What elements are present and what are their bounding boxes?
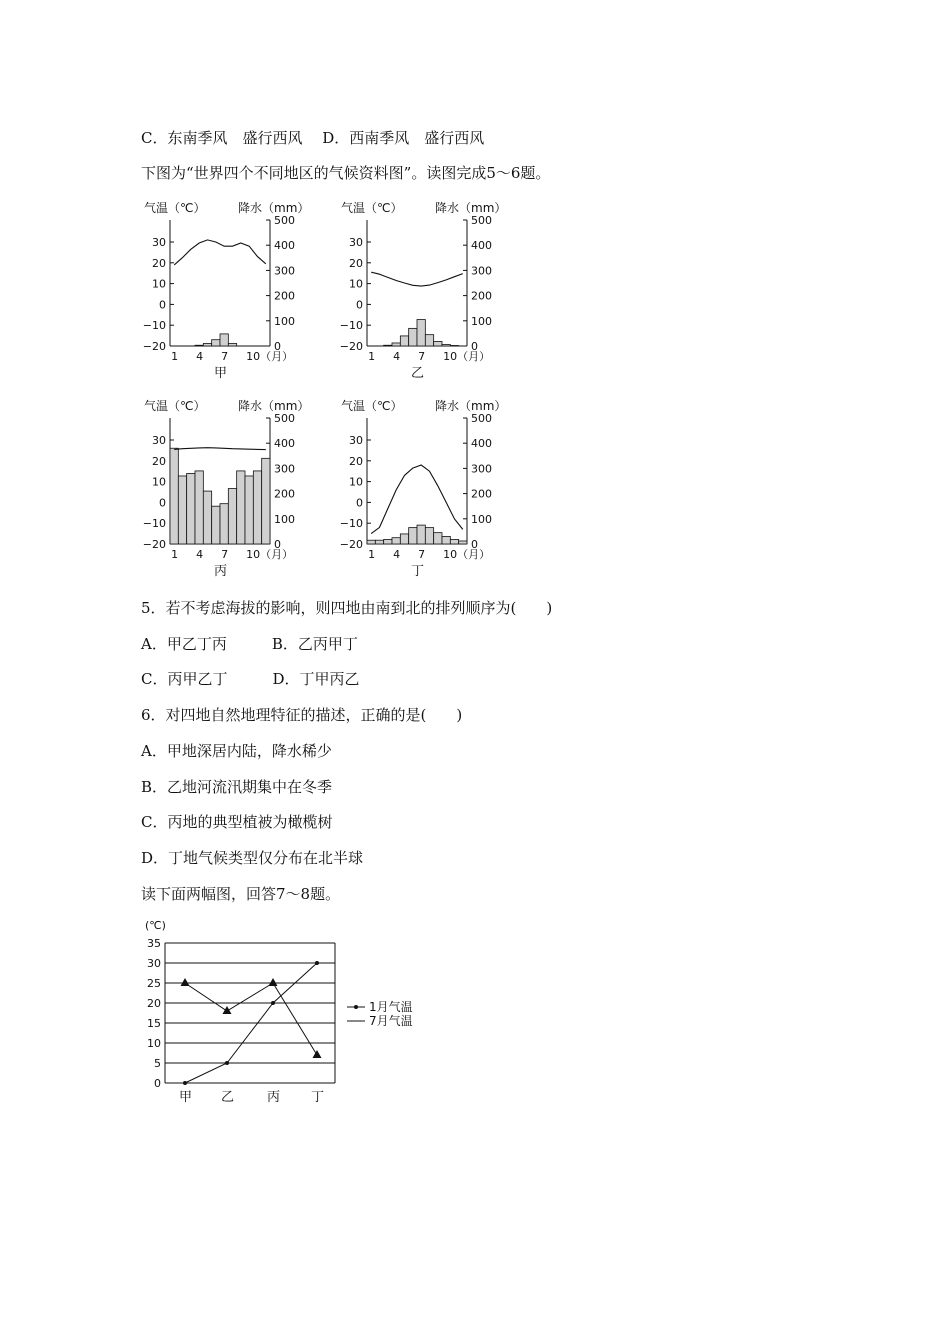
temp-axis-label: 气温（℃）	[341, 399, 403, 413]
precip-bar	[434, 341, 442, 346]
y-unit-label: (℃)	[145, 919, 166, 932]
precip-bar	[220, 504, 228, 544]
month-tick-label: 7	[418, 350, 426, 363]
month-tick-label: 1	[171, 350, 179, 363]
category-label: 丁	[311, 1090, 325, 1105]
temperature-compare-chart	[135, 915, 455, 1105]
precip-bar	[178, 476, 186, 544]
precip-tick-label: 500	[274, 214, 295, 227]
month-tick-label: 4	[393, 548, 401, 561]
temp-tick-label: −20	[339, 340, 363, 353]
precip-tick-label: 300	[471, 264, 492, 278]
y-tick-label: 0	[154, 1077, 161, 1090]
precip-bar	[442, 536, 450, 544]
y-tick-label: 10	[147, 1037, 161, 1050]
jan-temp-point	[225, 1061, 229, 1065]
temp-tick-label: −10	[142, 517, 166, 531]
question-5: 5．若不考虑海拔的影响，则四地由南到北的排列顺序为( )	[141, 599, 553, 617]
precip-axis-label: 降水（mm）	[238, 201, 310, 215]
precip-tick-label: 400	[471, 437, 492, 451]
temp-tick-label: 20	[152, 454, 166, 468]
category-label: 甲	[179, 1090, 193, 1105]
month-tick-label: 7	[221, 350, 229, 363]
temp-tick-label: 30	[349, 434, 363, 447]
month-tick-label: 4	[196, 548, 204, 561]
precip-tick-label: 100	[471, 512, 492, 526]
precip-bar	[392, 343, 400, 346]
climate-intro: 下图为“世界四个不同地区的气候资料图”。读图完成5～6题。	[141, 164, 551, 182]
precip-bar	[170, 448, 178, 544]
precip-axis-label: 降水（mm）	[238, 399, 310, 413]
precip-tick-label: 500	[274, 412, 295, 425]
jan-temp-point	[271, 1001, 275, 1005]
month-tick-label: 1	[368, 548, 376, 561]
q6-option-c: C．丙地的典型植被为橄榄树	[141, 813, 333, 831]
temp-tick-label: −10	[142, 319, 166, 333]
precip-bar	[228, 343, 236, 346]
precip-tick-label: 200	[471, 487, 492, 501]
temp-tick-label: −20	[142, 538, 166, 551]
precip-bar	[212, 506, 220, 544]
precip-tick-label: 100	[471, 314, 492, 328]
precip-bar	[425, 335, 433, 346]
precip-tick-label: 100	[274, 314, 295, 328]
jul-temp-point	[313, 1050, 322, 1058]
y-tick-label: 5	[154, 1057, 161, 1070]
precip-tick-label: 300	[274, 264, 295, 278]
y-tick-label: 35	[147, 937, 161, 950]
q6-option-a: A．甲地深居内陆，降水稀少	[141, 742, 332, 760]
chart-name: 丙	[214, 564, 228, 579]
month-tick-label: 4	[196, 350, 204, 363]
jul-temp-point	[269, 978, 278, 986]
precip-tick-label: 300	[274, 462, 295, 476]
precip-bar	[425, 528, 433, 544]
y-tick-label: 20	[147, 997, 161, 1010]
precip-bar	[434, 533, 442, 544]
chart-name: 甲	[214, 366, 228, 381]
temp-tick-label: 30	[152, 236, 166, 249]
y-tick-label: 30	[147, 957, 161, 970]
precip-tick-label: 200	[274, 289, 295, 303]
precip-bar	[220, 334, 228, 346]
temp-tick-label: 30	[152, 434, 166, 447]
precip-bar	[203, 491, 211, 544]
precip-bar	[450, 345, 458, 346]
precip-bar	[384, 345, 392, 346]
precip-bar	[228, 489, 236, 544]
precip-axis-label: 降水（mm）	[435, 201, 507, 215]
temp-tick-label: −10	[339, 517, 363, 531]
month-tick-label: 10（月）	[246, 350, 294, 363]
jul-temp-point	[181, 978, 190, 986]
precip-tick-label: 500	[471, 412, 492, 425]
q6-option-b: B．乙地河流汛期集中在冬季	[141, 778, 333, 796]
precip-bar	[262, 458, 270, 544]
precip-bar	[375, 540, 383, 544]
precip-bar	[409, 528, 417, 544]
temp-tick-label: 10	[349, 475, 363, 489]
category-label: 乙	[221, 1090, 235, 1105]
precip-bar	[392, 538, 400, 544]
jan-temp-point	[315, 961, 319, 965]
temperature-line	[371, 465, 463, 534]
jul-temp-point	[223, 1006, 232, 1014]
precip-bar	[195, 345, 203, 346]
question-6: 6．对四地自然地理特征的描述，正确的是( )	[141, 706, 463, 724]
temperature-line	[371, 272, 463, 286]
temp-tick-label: 0	[356, 496, 363, 510]
precip-bar	[187, 473, 195, 544]
q5-options-ab: A．甲乙丁丙 B．乙丙甲丁	[141, 635, 358, 653]
precip-bar	[409, 328, 417, 346]
category-label: 丙	[267, 1090, 281, 1105]
precip-tick-label: 400	[274, 239, 295, 253]
precip-bar	[459, 541, 467, 544]
precip-axis-label: 降水（mm）	[435, 399, 507, 413]
climate-chart-丙	[143, 398, 310, 579]
temp-axis-label: 气温（℃）	[144, 399, 206, 413]
climate-chart-甲	[143, 200, 310, 381]
temp-tick-label: −20	[339, 538, 363, 551]
jul-temp-line	[185, 983, 317, 1055]
climate-chart-乙	[340, 200, 507, 381]
precip-tick-label: 500	[471, 214, 492, 227]
temp-tick-label: 0	[159, 298, 166, 312]
temp-tick-label: 20	[349, 256, 363, 270]
temp-tick-label: 10	[152, 475, 166, 489]
precip-bar	[400, 336, 408, 346]
month-tick-label: 10（月）	[246, 548, 294, 561]
month-tick-label: 10（月）	[443, 350, 491, 363]
precip-bar	[367, 540, 375, 544]
precip-bar	[417, 320, 425, 346]
precip-bar	[442, 344, 450, 346]
temp-tick-label: −10	[339, 319, 363, 333]
precip-tick-label: 0	[274, 340, 281, 353]
y-tick-label: 25	[147, 977, 161, 990]
legend-jan-label: 1月气温	[369, 1000, 413, 1014]
temp-axis-label: 气温（℃）	[144, 201, 206, 215]
precip-tick-label: 0	[471, 340, 478, 353]
precip-tick-label: 200	[471, 289, 492, 303]
precip-bar	[245, 476, 253, 544]
precip-bar	[450, 539, 458, 544]
precip-bar	[195, 471, 203, 544]
climate-chart-丁	[340, 398, 507, 579]
y-tick-label: 15	[147, 1017, 161, 1030]
precip-tick-label: 0	[471, 538, 478, 551]
month-tick-label: 4	[393, 350, 401, 363]
temp-tick-label: 20	[152, 256, 166, 270]
month-tick-label: 1	[171, 548, 179, 561]
temp-tick-label: 0	[159, 496, 166, 510]
temp-tick-label: 10	[349, 277, 363, 291]
precip-bar	[384, 539, 392, 544]
chart-name: 乙	[411, 366, 425, 381]
q5-options-cd: C．丙甲乙丁 D．丁甲丙乙	[141, 670, 360, 688]
precip-bar	[203, 343, 211, 346]
precip-bar	[212, 340, 220, 346]
temp-axis-label: 气温（℃）	[341, 201, 403, 215]
q6-option-d: D．丁地气候类型仅分布在北半球	[141, 849, 364, 867]
legend-jan-marker	[354, 1005, 358, 1009]
temperature-line	[174, 448, 266, 450]
temp-tick-label: 20	[349, 454, 363, 468]
precip-bar	[400, 534, 408, 544]
month-tick-label: 1	[368, 350, 376, 363]
temp-tick-label: −20	[142, 340, 166, 353]
precip-tick-label: 200	[274, 487, 295, 501]
precip-tick-label: 400	[274, 437, 295, 451]
legend-jul-label: 7月气温	[369, 1014, 413, 1028]
chart-name: 丁	[411, 564, 425, 579]
jan-temp-point	[183, 1081, 187, 1085]
precip-tick-label: 400	[471, 239, 492, 253]
precip-tick-label: 300	[471, 462, 492, 476]
temp-tick-label: 30	[349, 236, 363, 249]
month-tick-label: 10（月）	[443, 548, 491, 561]
precip-bar	[253, 471, 261, 544]
month-tick-label: 7	[418, 548, 426, 561]
q7-8-intro: 读下面两幅图，回答7～8题。	[141, 885, 341, 903]
option-line-3-4: C．东南季风 盛行西风 D．西南季风 盛行西风	[141, 129, 485, 147]
temperature-line	[174, 240, 266, 265]
precip-bar	[417, 525, 425, 544]
precip-tick-label: 0	[274, 538, 281, 551]
precip-tick-label: 100	[274, 512, 295, 526]
temp-tick-label: 0	[356, 298, 363, 312]
temp-tick-label: 10	[152, 277, 166, 291]
precip-bar	[237, 471, 245, 544]
month-tick-label: 7	[221, 548, 229, 561]
